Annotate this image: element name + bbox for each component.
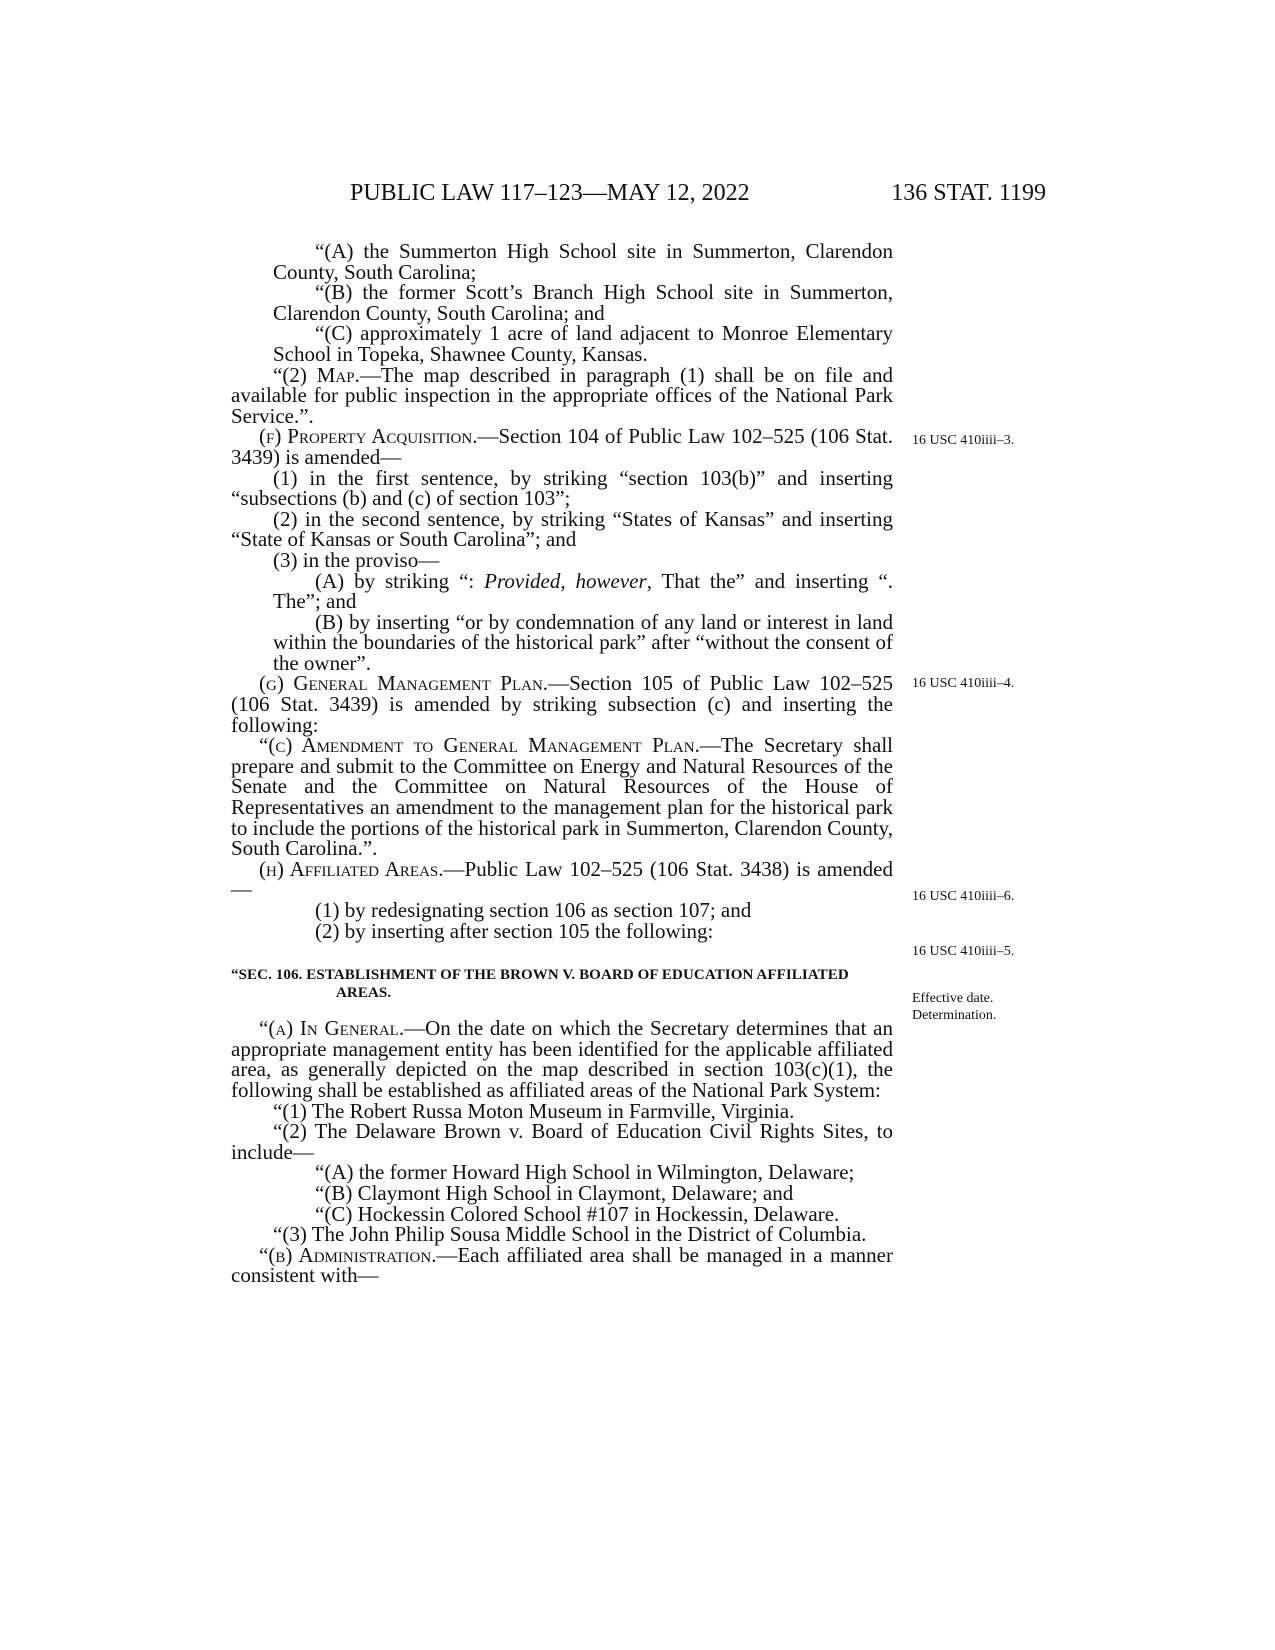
paragraph-text: (A) by striking “: bbox=[315, 568, 485, 593]
paragraph: “(3) The John Philip Sousa Middle School in the District of Columbia. bbox=[273, 1222, 867, 1247]
paragraph: (2) in the second sentence, by striking “States of Kansas” and inserting “State of Kansas or South Carolina”; and bbox=[231, 506, 893, 552]
paragraph-heading: “(2) Map. bbox=[273, 362, 360, 387]
margin-note-usc: 16 USC 410iiii–5. bbox=[912, 944, 1015, 959]
paragraph: “(C) approximately 1 acre of land adjacent to Monroe Elementary School in Topeka, Shawnee County, Kansas. bbox=[273, 321, 893, 366]
margin-note-usc: 16 USC 410iiii–4. bbox=[912, 676, 1015, 691]
paragraph-text: —The map described in paragraph (1) shall be on file and available for public inspection in the appropriate offices of the National Park Service.”. bbox=[231, 362, 893, 428]
stat-page-number: 136 STAT. 1199 bbox=[891, 180, 1046, 206]
paragraph-text: —On the date on which the Secretary determines that an appropriate management entity has been identified for the applicable affiliated area, as generally depicted on the map described in section 103(c)(1), the following shall be established as affiliated areas of the National Park System: bbox=[231, 1016, 893, 1102]
paragraph bbox=[231, 1242, 893, 1288]
paragraph-heading: “(c) Amendment to General Management Plan. bbox=[259, 733, 700, 758]
paragraph: “(A) the former Howard High School in Wilmington, Delaware; bbox=[315, 1160, 855, 1185]
paragraph bbox=[231, 1018, 893, 1100]
paragraph bbox=[231, 673, 893, 735]
paragraph: (1) by redesignating section 106 as section 107; and bbox=[315, 898, 752, 922]
paragraph: “(C) Hockessin Colored School #107 in Hockessin, Delaware. bbox=[315, 1201, 840, 1226]
italic-text: Provided, however bbox=[484, 568, 647, 593]
paragraph-text: —Section 104 of Public Law 102–525 (106 Stat. 3439) is amended— bbox=[231, 424, 893, 469]
paragraph-heading: (f) Property Acquisition. bbox=[259, 424, 478, 449]
paragraph-heading: (h) Affiliated Areas. bbox=[259, 856, 444, 881]
paragraph bbox=[231, 856, 893, 902]
paragraph-text: —Each affiliated area shall be managed in a manner consistent with— bbox=[231, 1242, 893, 1288]
paragraph: “(A) the Summerton High School site in Summerton, Clarendon County, South Carolina; bbox=[273, 239, 893, 284]
paragraph-text: —Section 105 of Public Law 102–525 (106 Stat. 3439) is amended by striking subsection (c) and inserting the following: bbox=[231, 671, 894, 737]
paragraph-heading: “(b) Administration. bbox=[259, 1242, 437, 1267]
paragraph-text: —Public Law 102–525 (106 Stat. 3438) is amended— bbox=[231, 856, 893, 902]
paragraph-heading: (g) General Management Plan. bbox=[259, 671, 549, 696]
paragraph-text: —The Secretary shall prepare and submit to the Committee on Energy and Natural Resources of the Senate and the Committee on Natural Resources of the House of Representatives an amendment to the management plan for the historical park to include the portions of the historical park in Summerton, Clarendon County, South Carolina.”. bbox=[231, 733, 893, 861]
paragraph: “(B) the former Scott’s Branch High School site in Summerton, Clarendon County, South Carolina; and bbox=[273, 280, 893, 325]
paragraph-heading: “(a) In General. bbox=[259, 1016, 405, 1041]
statute-text bbox=[231, 241, 893, 1286]
paragraph: “(2) The Delaware Brown v. Board of Education Civil Rights Sites, to include— bbox=[231, 1119, 893, 1164]
paragraph: “(1) The Robert Russa Moton Museum in Farmville, Virginia. bbox=[273, 1098, 795, 1123]
paragraph bbox=[231, 426, 893, 467]
paragraph bbox=[231, 568, 894, 614]
margin-note-usc: 16 USC 410iiii–3. bbox=[912, 433, 1015, 448]
paragraph bbox=[231, 735, 893, 859]
page-header bbox=[0, 180, 1275, 210]
paragraph: (2) by inserting after section 105 the following: bbox=[315, 918, 714, 943]
paragraph: (3) in the proviso— bbox=[273, 547, 440, 572]
paragraph: “(B) Claymont High School in Claymont, Delaware; and bbox=[315, 1180, 794, 1205]
paragraph-text: , That the” and inserting “. The”; and bbox=[273, 568, 894, 614]
paragraph bbox=[231, 362, 893, 428]
margin-note-determination: Determination. bbox=[912, 1008, 997, 1023]
margin-note-effective-date: Effective date. bbox=[912, 991, 994, 1006]
margin-note-usc: 16 USC 410iiii–6. bbox=[912, 889, 1015, 904]
paragraph: (1) in the first sentence, by striking “section 103(b)” and inserting “subsections (b) and (c) of section 103”; bbox=[231, 465, 893, 511]
running-head: PUBLIC LAW 117–123—MAY 12, 2022 bbox=[350, 180, 750, 206]
paragraph: (B) by inserting “or by condemnation of any land or interest in land within the boundaries of the historical park” after “without the consent of the owner”. bbox=[273, 609, 893, 675]
section-heading: “SEC. 106. ESTABLISHMENT OF THE BROWN V. BOARD OF EDUCATION AFFILIATED AREAS. bbox=[231, 967, 849, 1002]
